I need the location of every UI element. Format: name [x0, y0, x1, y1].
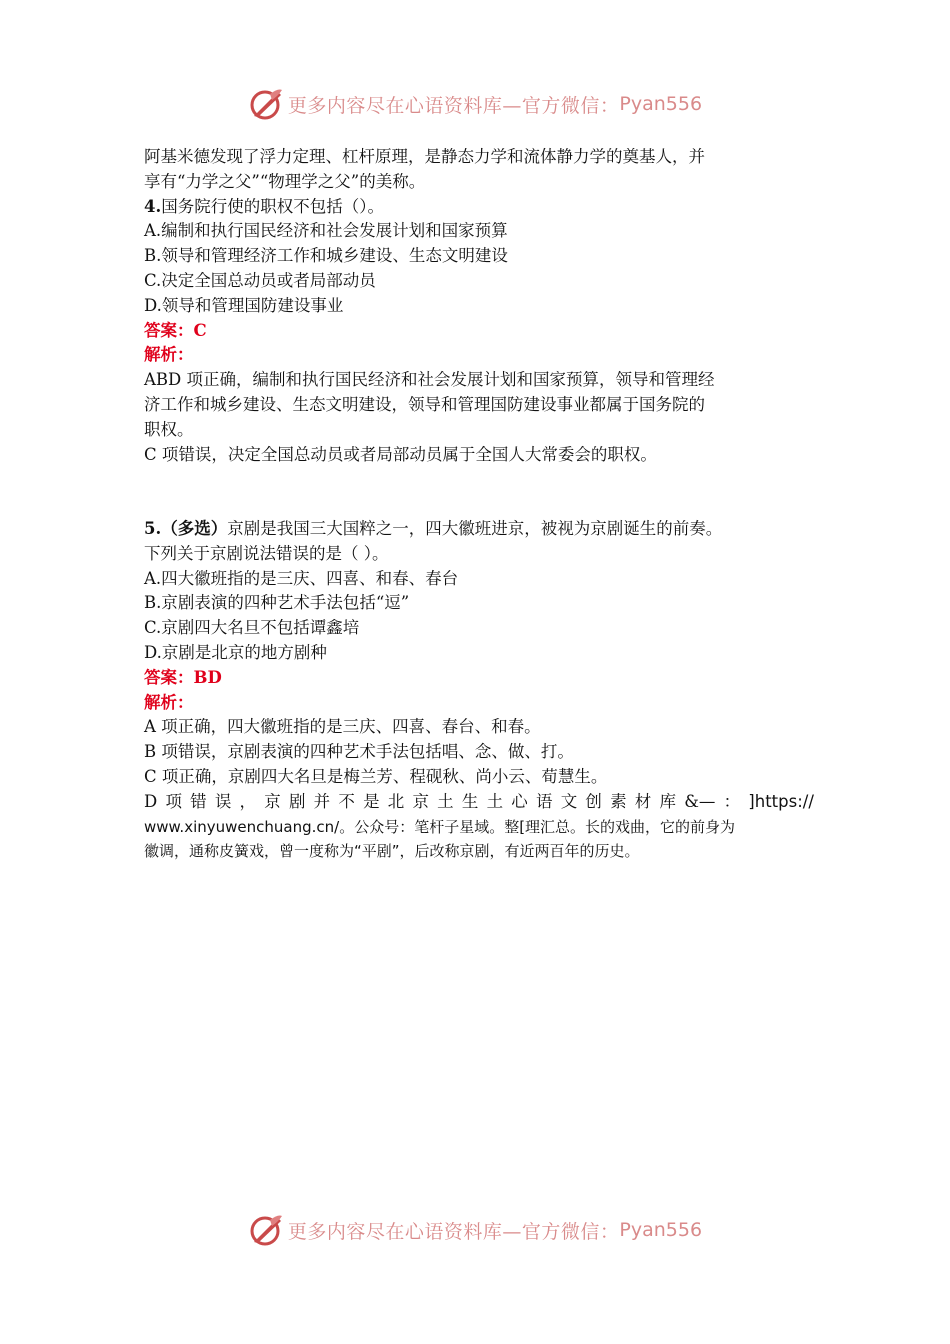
intro-line-2: 享有“力学之父”“物理学之父”的美称。: [144, 171, 426, 191]
d-line-fragment: ]https://: [748, 791, 814, 811]
question-5-answer: 答案：BD: [144, 667, 222, 687]
d-line-fragment: 土: [486, 791, 504, 811]
question-5-stem-line-1: [144, 517, 814, 542]
question-4-option-d: D.领导和管理国防建设事业: [144, 295, 344, 315]
banner-wechat-id: Pyan556: [619, 93, 703, 115]
question-5-option-a: A.四大徽班指的是三庆、四喜、和春、春台: [144, 568, 459, 588]
question-5-analysis-line-c: C 项正确，京剧四大名旦是梅兰芳、程砚秋、尚小云、荀慧生。: [144, 766, 608, 786]
d-line-fragment: 京: [264, 791, 281, 811]
d-line-fragment: ，: [239, 791, 257, 811]
d-line-fragment: 材: [634, 791, 652, 811]
d-line-fragment: 心: [511, 791, 528, 811]
question-5-analysis-line-a: A 项正确，四大徽班指的是三庆、四喜、春台、和春。: [144, 717, 541, 737]
question-4-text: 国务院行使的职权不包括（）。: [161, 196, 384, 216]
quill-logo-icon: [248, 1212, 284, 1248]
question-5-analysis-label: 解析：: [144, 692, 194, 712]
banner-text: 更多内容尽在心语资料库—官方微信：: [287, 1220, 620, 1243]
question-5-text: 京剧是我国三大国粹之一，四大徽班进京，被视为京剧诞生的前奏。: [227, 518, 723, 538]
d-line-fragment: 并: [313, 791, 331, 811]
question-5-analysis-line-d-2: www.xinyuwenchuang.cn/。公众号：笔杆子星域。整[理汇总。长的戏曲，它的前身为: [144, 817, 736, 836]
footer-banner: [0, 1210, 950, 1250]
intro-line-1: 阿基米德发现了浮力定理、杠杆原理，是静态力学和流体静力学的奠基人，并: [144, 147, 705, 166]
question-4-analysis-label: 解析：: [144, 345, 194, 365]
d-line-fragment: 创: [585, 791, 602, 811]
question-5-option-c: C.京剧四大名旦不包括谭鑫培: [144, 618, 360, 638]
header-banner: [0, 84, 950, 124]
question-5-tag: （多选）: [161, 518, 228, 538]
question-4-analysis-line-1: ABD 项正确，编制和执行国民经济和社会发展计划和国家预算，领导和管理经: [144, 370, 715, 390]
question-5-analysis-line-d: [144, 790, 814, 815]
question-4-stem: [144, 195, 814, 220]
question-4-analysis-line-4: C 项错误，决定全国总动员或者局部动员属于全国人大常委会的职权。: [144, 444, 657, 464]
question-4-option-a: A.编制和执行国民经济和社会发展计划和国家预算: [144, 221, 508, 241]
d-line-fragment: 误: [214, 791, 232, 811]
d-line-fragment: 不: [338, 791, 355, 811]
d-line-fragment: 库: [659, 791, 676, 811]
banner-wechat-id: Pyan556: [619, 1219, 703, 1241]
question-5-option-d: D.京剧是北京的地方剧种: [144, 642, 327, 662]
d-line-fragment: 项: [165, 791, 182, 811]
question-5-stem-line-2: 下列关于京剧说法错误的是（ ）。: [144, 543, 389, 563]
d-line-fragment: 土: [437, 791, 454, 811]
d-line-fragment: &—: [684, 791, 716, 811]
question-4-option-b: B.领导和管理经济工作和城乡建设、生态文明建设: [144, 246, 508, 266]
quill-logo-icon: [248, 86, 284, 122]
d-line-fragment: 错: [190, 791, 207, 811]
d-line-fragment: 素: [610, 791, 627, 811]
d-line-fragment: 京: [412, 791, 429, 811]
d-line-fragment: 生: [461, 791, 479, 811]
d-line-fragment: 剧: [288, 791, 306, 811]
d-line-fragment: D: [144, 791, 158, 811]
question-5-option-b: B.京剧表演的四种艺术手法包括“逗”: [144, 593, 410, 613]
question-5-analysis-line-b: B 项错误，京剧表演的四种艺术手法包括唱、念、做、打。: [144, 742, 574, 762]
d-line-fragment: 是: [363, 791, 380, 811]
question-5-number: 5.: [144, 518, 162, 538]
question-5-analysis-line-d-3: 徽调，通称皮簧戏，曾一度称为“平剧”，后改称京剧，有近两百年的历史。: [144, 842, 640, 861]
section-gap: [144, 467, 814, 517]
question-4-answer: 答案：C: [144, 320, 207, 340]
question-4-analysis-line-2: 济工作和城乡建设、生态文明建设，领导和管理国防建设事业都属于国务院的: [144, 394, 705, 414]
d-line-fragment: 语: [535, 791, 553, 811]
question-4-option-c: C.决定全国总动员或者局部动员: [144, 270, 376, 290]
question-4-number: 4.: [144, 196, 162, 216]
d-line-fragment: 北: [387, 791, 405, 811]
d-line-fragment: 文: [560, 791, 578, 811]
document-body: [144, 145, 814, 864]
question-4-analysis-line-3: 职权。: [144, 419, 194, 439]
d-line-fragment: ：: [723, 791, 741, 811]
banner-text: 更多内容尽在心语资料库—官方微信：: [287, 94, 620, 117]
